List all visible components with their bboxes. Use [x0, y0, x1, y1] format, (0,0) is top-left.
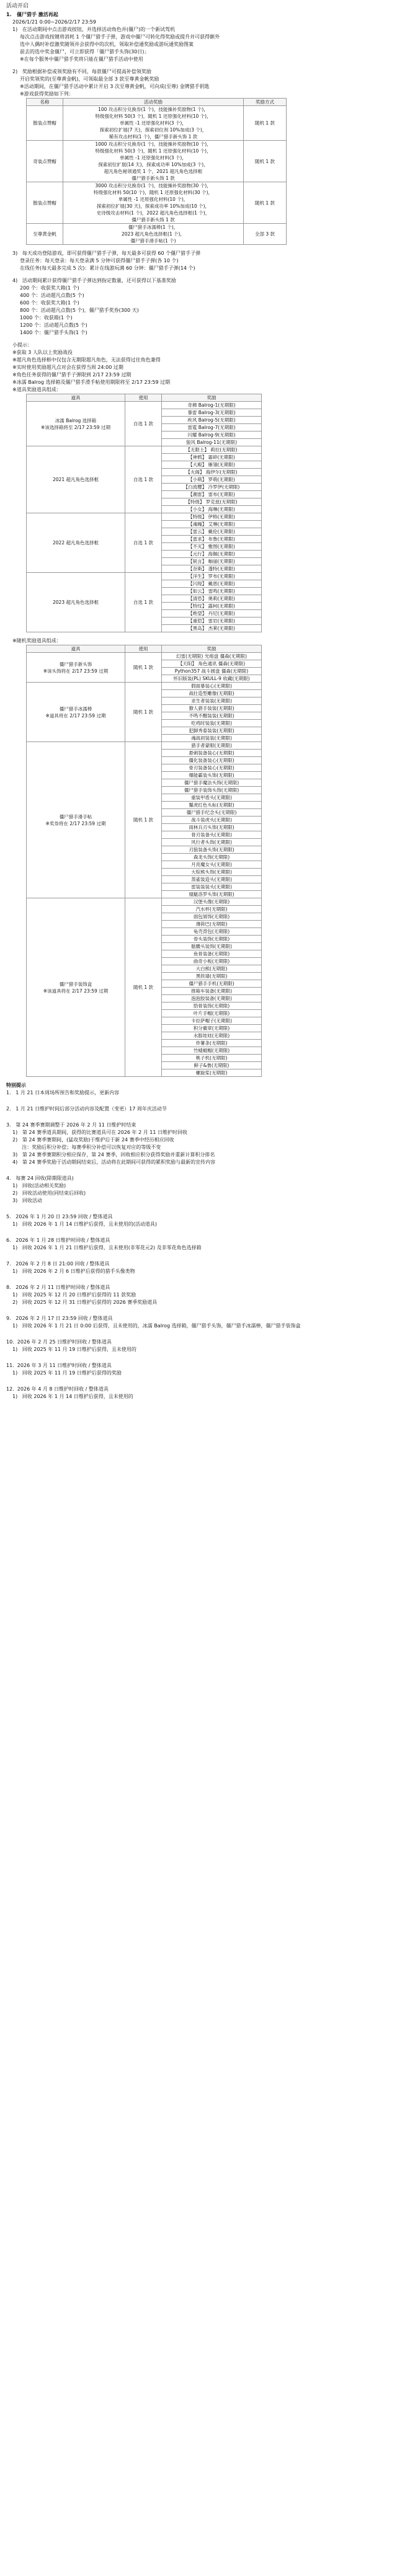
box-item: 【魂魄】 艾琳(无期限): [162, 521, 262, 528]
box-item: 僵化装备装心(无期限): [162, 757, 262, 764]
table-header: 奖励: [162, 645, 262, 653]
special-title: 特别提示: [6, 1082, 26, 1088]
special-item: 1) 回收 2025 年 11 月 19 日维护后获得的奖励: [12, 1370, 122, 1376]
box-item: 雨林兵刃头饰(无期限): [162, 824, 262, 831]
reward-item: 特级强化材料 50(3 个)，随机 1 还原强化材料(10 个)，: [95, 148, 212, 154]
special-item: 8. 2026 年 2 月 11 日维护时回收 / 整体道具: [6, 1285, 110, 1290]
reward-item: 僵尸猎手滑手帖(1 个): [130, 238, 176, 244]
box-item: Python357 战斗圆盘 僵森(无期限): [162, 668, 262, 675]
table-row: [27, 653, 262, 660]
box-use: 随机 1 款: [125, 653, 162, 683]
reward-tier-name: 奇装点赞帽: [27, 141, 63, 182]
milestone-item: 600 个：收获奖大箱(1 个): [20, 300, 79, 306]
box-item: 重装甲盾头(无期限): [162, 794, 262, 802]
box-item: 大棕熊头饰(无期限): [162, 869, 262, 876]
box-item: 鲜子&鲁(无期限): [162, 1062, 262, 1069]
box-name: 僵尸猎手滑手帖 ※奖券将在 2/17 23:59 过期: [27, 742, 125, 898]
rule-line: 选中人偶时补偿激奖随领并会获得中的次机，领取补偿通奖励或游玩通奖励图案: [20, 42, 194, 47]
box-use: 随机 1 款: [125, 898, 162, 1077]
box-use: 自选 1 款: [125, 513, 162, 573]
table-header: 使用: [125, 394, 162, 402]
rule-line: 前去的选中奖金僵尸，可立即获得「僵尸猎手头饰(30日)」: [20, 49, 149, 55]
box-item: 【大殿】 雁翎(无期限): [162, 461, 262, 469]
box-item: 水豚娃娃(无期限): [162, 1032, 262, 1040]
box-item: 骷髅头装饰(无期限): [162, 943, 262, 950]
box-item: 狼风 Balrog-11(无期限): [162, 439, 262, 446]
special-item: 1) 回收(活动相关奖励): [12, 1183, 66, 1188]
box-name: 2023 超凡角色选择框: [27, 573, 125, 632]
reward-tier-name: 散装点赞帽: [27, 182, 63, 224]
box-item: 僵尸猎手手机(无期限): [162, 980, 262, 988]
box-item: 魂战初装装(无期限): [162, 735, 262, 742]
box-item: 面包屑饰(无期限): [162, 913, 262, 921]
random-box-table: [26, 645, 262, 1077]
table-row: [27, 182, 287, 224]
box-item: 奇拂 Balrog-1(无期限): [162, 402, 262, 409]
box-item: 闪耀 Balrog-9(无期限): [162, 432, 262, 439]
box-item: 僵尸猎手纪念头(无期限): [162, 809, 262, 817]
section-1-title: 1. 僵尸猎手 激活再起: [6, 12, 58, 17]
reward-items: [63, 182, 244, 224]
box-item: 假面暴装心(无期限): [162, 683, 262, 690]
tip-item: ※角色任务获得的僵尸猎手子弹限到 2/17 23:59 过期: [12, 372, 132, 378]
special-item: 4. 每赛 24 回收(除期限道具): [6, 1175, 74, 1181]
special-item: 4) 第 24 赛季奖励于活动期间结束后，活动将在此期间可获得的累积奖励与最新的宣传内容: [12, 1159, 216, 1165]
table-header: 名称: [27, 99, 63, 106]
table-row: [27, 402, 262, 409]
selection-box-table: [26, 394, 262, 632]
rule-4: 4) 活动期间累计获得僵尸猎手子弹达到指定数量，还可获得以下基准奖励: [12, 278, 176, 283]
box-use: 随机 1 款: [125, 683, 162, 742]
reward-mode: 随机 1 款: [244, 141, 287, 182]
reward-items: [63, 106, 244, 141]
reward-item: 探索初位扩展(14 天)，探索成功率 10%加成(3 个)，: [98, 162, 208, 167]
reward-item: 探索初位扩展(7 天)，探索初位剂 10%加成(3 个)，: [99, 127, 207, 133]
box-item: 獠人猎手装装(无期限): [162, 705, 262, 712]
rule-2c: ※活动期间，在僵尸猎手活动中累计开启 3 次至尊黄金帆，可向成(至尊) 金牌猎手钥匙: [20, 84, 210, 89]
reward-item: 超凡角色秘领通奖 1 个，2021 超凡角色选择框: [104, 169, 203, 174]
tip-item: ※获取 3 人队以上奖励战役: [12, 350, 73, 355]
box-item: 【重铠】 雷岩(无期限): [162, 617, 262, 625]
reward-item: 僵尸猎手冰濡棒(1 个)，: [128, 224, 179, 230]
special-item: 7. 2026 年 2 月 8 日 21:00 回收 / 整体道具: [6, 1261, 110, 1267]
tips-title: 小提示：: [12, 342, 32, 348]
box-item: 叶片手帽(无期限): [162, 1010, 262, 1017]
special-item: 11. 2026 年 3 月 11 日维护时回收 / 整体道具: [6, 1363, 112, 1368]
rule-2b: 开启奖领奖的(至尊黄金帆)，可领取最全部 3 款至尊黄金帆奖励: [20, 76, 159, 82]
box-item: 积分徽章(无期限): [162, 1025, 262, 1032]
content: [6, 11, 403, 1401]
rule-line: ※在每个服务中僵尸猎手奖将只能在僵尸猎手活动中使用: [20, 56, 143, 62]
box-item: 鱼骨装备(无期限): [162, 950, 262, 958]
box-item: 【白流樱】 冷罗伊(无期限): [162, 484, 262, 491]
box-item: 【无限士】 莉拉(无期限): [162, 446, 262, 454]
box-item: 薄荷巴(无期限): [162, 921, 262, 928]
table-row: [27, 683, 262, 690]
box-item: 【奈斯】 蓬特(无期限): [162, 565, 262, 573]
table-header: 奖励方式: [244, 99, 287, 106]
event-time: 2026/1/21 0:00~2026/2/17 23:59: [12, 19, 96, 25]
special-item: 3. 第 24 赛季赛期调整于 2026 年 2 月 11 日维护时结束: [6, 1122, 136, 1128]
box-item: 雷霆 Balrog-7(无期限): [162, 424, 262, 432]
rule-2: 2) 奖励根据补偿或领奖励有不同，每款僵尸可提高补偿领奖励: [12, 69, 151, 74]
special-item: 2) 回收 2025 年 12 月 31 日维护后获得的 2026 赛季奖励道具: [12, 1299, 158, 1305]
special-item: 1) 回收 2025 年 11 月 19 日维护后获得，且未使用的: [12, 1347, 136, 1352]
special-item: 1) 回收 2025 年 12 月 20 日维护后获得的 11 款奖励: [12, 1292, 136, 1298]
milestone-item: 200 个：收获奖大箱(1 个): [20, 285, 79, 291]
table-row: [27, 224, 287, 245]
reward-item: 特级强化材料 50(10 个)，随机 1 还原强化材料(30 个)，: [93, 190, 213, 195]
box-item: 【锐言】 咖丽(无期限): [162, 558, 262, 565]
box-item: 风行者头饰(无期限): [162, 839, 262, 846]
table-row: [27, 446, 262, 454]
tip-item: ※冰濡 Balrog 选择箱及僵尸猎手滑手帖使用期限将至 2/17 23:59 过期: [12, 379, 171, 385]
box-item: 不鸣不醒装装(无期限): [162, 712, 262, 720]
table-header: 道具: [27, 645, 125, 653]
box-item: 汉堡头像(无期限): [162, 898, 262, 906]
box-item: 僵尸猎手魔法头饰(无期限): [162, 779, 262, 787]
box-item: 鬣虎红色头标(无期限): [162, 802, 262, 809]
table-header: 奖励: [162, 394, 262, 402]
special-list: [6, 1089, 403, 1401]
box-name: 僵尸猎手装饰盒 ※该道具将在 2/17 23:59 过期: [27, 898, 125, 1077]
box-item: 猎手者蒙眼(无期限): [162, 742, 262, 750]
box-item: 僵尸猎手装饰头饰(无期限): [162, 787, 262, 794]
reward-item: 稀有攻击材料(1 个)，僵尸猎手新头饰 1 款: [109, 134, 198, 139]
box-item: 【如云】 雷鸣(无期限): [162, 588, 262, 595]
box-item: 【特级】 罗克兹(无期限): [162, 498, 262, 506]
box-item: 【小女】 海琳(无期限): [162, 506, 262, 513]
box-item: 【绝望】 丹尼(无期限): [162, 610, 262, 617]
box-item: 卡拉萨帽子(无期限): [162, 1017, 262, 1025]
box-item: 螺旋桨(无期限): [162, 1069, 262, 1077]
special-item: 3) 回收活动: [12, 1198, 42, 1203]
box-item: 雷装装装头(无期限): [162, 883, 262, 891]
milestone-item: 400 个：活动超凡点数(5 个): [20, 293, 84, 298]
table-row: [27, 513, 262, 521]
special-item: 1) 回收 2026 年 2 月 6 日维护后获得的猎手头像类物: [12, 1268, 135, 1274]
special-item: 2) 第 24 赛季赛期间，(猛攻奖励)于维护后于新 24 赛季中经历相应回收: [12, 1137, 174, 1143]
box-name: 冰濡 Balrog 选择箱 ※该选择箱将至 2/17 23:59 过期: [27, 402, 125, 446]
tip-item: ※超凡角色选择框中仅包含无期限超凡角色，无法获得过往角色兼得: [12, 357, 161, 363]
rules-list: [6, 26, 403, 63]
box-item: 凰魃洛罗头饰(无期限): [162, 891, 262, 898]
table-header: 使用: [125, 645, 162, 653]
box-item: 【天阳】 角色通讯 僵森(无期限): [162, 660, 262, 668]
box-name: 2021 超凡角色选择框: [27, 446, 125, 513]
special-item: 1) 第 24 赛季道具期间，获得的比赛道具可在 2026 年 2 月 11 日维护时回收: [12, 1130, 187, 1135]
box-item: 犯脚秀泰装装(无期限): [162, 727, 262, 735]
box-name: 僵尸猎手新头饰 ※该头饰将在 2/17 23:59 过期: [27, 653, 125, 683]
reward-item: 2023 超凡角色选择框(1 个)，: [122, 231, 185, 237]
reward-item: 探索初位扩展(30 天)，探索成功率 10%加成(10 个)，: [96, 203, 210, 209]
box-item: 大白熊(无期限): [162, 965, 262, 973]
box-use: 随机 1 款: [125, 742, 162, 898]
box-item: 桃子机(无期限): [162, 1055, 262, 1062]
rule-3c: 在线任务(每天最多完成 5 次)：累计在线游玩满 60 分钟：僵尸猎手子弹(14 个): [20, 265, 195, 271]
box-item: 【雷云】 戴伦(无期限): [162, 528, 262, 536]
rule-3b: 登录任务：每天登录：每天登录满 5 分钟可获得僵尸猎手子弹(各 10 个): [20, 258, 179, 263]
special-item: 9. 2026 年 2 月 17 日 23:59 回收 / 整体道具: [6, 1316, 113, 1321]
box-item: 汽水杯(无期限): [162, 906, 262, 913]
table-header: 活动奖励: [63, 99, 244, 106]
box-item: 悬刺装备装心(无期限): [162, 750, 262, 757]
reward-item: 1000 攻击积分兑换券(1 个)，技能操补奖励物(10 个)，: [95, 141, 212, 147]
reward-item: 史诗级攻击材料(1 个)，2022 超凡角色选择框(1 个)，: [96, 210, 210, 216]
box-item: 爆能霸装头饰(无期限): [162, 772, 262, 779]
milestone-list: [6, 285, 403, 337]
reward-item: 100 攻击积分兑换券(1 个)，技能操补奖励物(1 个)，: [98, 107, 208, 112]
box-item: 黑铁墙(无期限): [162, 973, 262, 980]
box-item: 泡泡胶装备(无期限): [162, 995, 262, 1003]
box-item: 【小萌】 罗萌(无期限): [162, 476, 262, 484]
box-item: 【特级】 伊格(无期限): [162, 513, 262, 521]
random-note: ※随机奖励道具组成：: [12, 638, 61, 644]
rule-line: 1) 在活动期间中点击游戏按钮，并选择活动角色并(僵尸)的一个新试驾机: [12, 27, 176, 32]
box-name: 僵尸猎手冰濡棒 ※道具将在 2/17 23:59 过期: [27, 683, 125, 742]
box-item: 龟壳背包(无期限): [162, 928, 262, 936]
box-use: 自选 1 款: [125, 573, 162, 632]
reward-mode: 随机 1 款: [244, 106, 287, 141]
reward-tier-name: 至尊黄金帆: [27, 224, 63, 245]
reward-mode: 随机 1 款: [244, 182, 287, 224]
special-item: 2. 1 月 21 日维护时间后部分活动内容及配置（变更）17 周年庆活动节: [6, 1106, 167, 1112]
box-item: 【雷求】 布鲁(无期限): [162, 536, 262, 543]
special-item: 1. 1 月 21 日本周场所预告和奖励提示，更新内容: [6, 1090, 120, 1095]
tip-item: ※实时使用奖励超凡点对会在获得当周 24:00 过期: [12, 365, 123, 370]
reward-item: 单属性 -1 还原强化材料(3 个)，: [120, 155, 187, 161]
box-item: 【闪现】 戴恩(无期限): [162, 580, 262, 588]
special-item: 1) 回收 2026 年 1 月 14 日维护后获得，且未使用的(活动道具): [12, 1221, 157, 1227]
box-item: 曲奇小板(无期限): [162, 958, 262, 965]
rule-3: 3) 每天成功登陆游戏，即可获得僵尸猎手子弹，每天最多可获得 60 个僵尸猎手子弹: [12, 250, 201, 256]
box-item: 疾风 Balrog-5(无期限): [162, 417, 262, 424]
box-use: 自选 1 款: [125, 446, 162, 513]
box-item: 求生者装装(无期限): [162, 697, 262, 705]
box-item: 战壮造型雕像(无期限): [162, 690, 262, 697]
reward-tier-name: 散装点赞帽: [27, 106, 63, 141]
special-item: 2) 回收活动使用(同结束后回收): [12, 1190, 86, 1196]
box-item: 炸薯条(无期限): [162, 1040, 262, 1047]
box-item: 【火阁】 海伊尔(无期限): [162, 469, 262, 476]
reward-item: 僵尸猎手新头饰 1 款: [132, 175, 175, 181]
box-item: 【清恐】 奥莉(无期限): [162, 595, 262, 603]
milestone-item: 1400 个：僵尸猎手头饰(1 个): [20, 330, 87, 335]
special-item: 1) 回收 2026 年 1 月 21 日 0:00 后获得，且未使用的，冰濡 Balrog 选择箱，僵尸猎手头饰，僵尸猎手冰濡棒，僵尸猎手装饰盒: [12, 1323, 301, 1329]
box-item: 怀旧版装(PL) SKULL-9 收藏(无期限): [162, 675, 262, 683]
reward-items: [63, 224, 244, 245]
reward-items: [63, 141, 244, 182]
reward-item: 特级强化材料 50(3 个)，随机 1 还原强化材料(10 个)，: [95, 113, 212, 119]
special-item: 1) 回收 2026 年 1 月 21 日维护后获得，且未使用(非零花元2) 及非零花角色选择箱: [12, 1245, 202, 1250]
reward-mode: 全部 3 款: [244, 224, 287, 245]
box-use: 自选 1 款: [125, 402, 162, 446]
table-row: [27, 141, 287, 182]
milestone-item: 800 个：活动超凡点数(5 个)，僵尸猎手奖券(300 天): [20, 308, 139, 313]
box-item: 刃狼装备头饰(无期限): [162, 846, 262, 854]
reward-item: 单属性 -1 还原强化材料(10 个)，: [118, 197, 189, 202]
special-item: 3) 第 24 赛季赛期积分相应保存，第 24 赛季，回收相应积分获得奖励并重新计算积分排名: [12, 1152, 215, 1157]
special-item: 1) 回收 2026 年 1 月 14 日维护后获得，且未使用的: [12, 1394, 133, 1399]
rule-line: 每次点击游戏按键将消耗 1 个僵尸猎手子弹，游戏中僵尸可转化得奖励或提升并可获得额外: [20, 34, 220, 40]
box-item: 森龙头饰(无期限): [162, 854, 262, 861]
milestone-item: 1200 个：活动超凡点数(5 个): [20, 322, 87, 328]
box-item: 【神鸦】 霜碎(无期限): [162, 454, 262, 461]
box-item: 骨头装饰(无期限): [162, 936, 262, 943]
table-row: [27, 106, 287, 141]
box-item: 【不灭】 雅图(无期限): [162, 543, 262, 551]
box-item: 幻雷(无期限) 光痕盘 僵森(无期限): [162, 653, 262, 660]
box-item: 【黑岛】 杰莱(无期限): [162, 625, 262, 632]
reward-item: 3000 攻击积分兑换券(1 个)，技能操补奖励物(30 个)，: [95, 183, 212, 188]
tips-list: [6, 349, 403, 394]
special-item: 6. 2026 年 1 月 28 日维护时回收 / 整体道具: [6, 1237, 110, 1243]
box-item: 肋骨装饰(无期限): [162, 1003, 262, 1010]
reward-item: 僵尸猎手新头饰 1 款: [132, 217, 175, 223]
milestone-item: 1000 个：收获箱(1 个): [20, 315, 73, 321]
table-header: 道具: [27, 394, 125, 402]
box-item: 【元行】 海佩(无期限): [162, 551, 262, 558]
tip-item: ※道具奖励道具组成：: [12, 387, 61, 392]
table-row: [27, 742, 262, 750]
special-item: 注：奖励后积分补偿；每赛季积分补偿可以恢复对应的等级不变: [12, 1144, 161, 1150]
box-item: 【潮雷】 雷布(无期限): [162, 491, 262, 498]
reward-table: [26, 98, 287, 245]
table-row: [27, 898, 262, 906]
box-item: 骨刃装备装心(无期限): [162, 764, 262, 772]
box-item: 竹蜻蜓帽(无期限): [162, 1047, 262, 1055]
special-item: 5. 2026 年 1 月 20 日 23:59 回收 / 整体道具: [6, 1214, 113, 1219]
box-item: 月亮魔女头(无期限): [162, 861, 262, 869]
box-item: 吃鸡时装装(无期限): [162, 720, 262, 727]
page-heading: 活动开启: [6, 3, 29, 9]
box-item: 【洋生】 罗布(无期限): [162, 573, 262, 580]
box-item: 骨刃装备头(无期限): [162, 831, 262, 839]
special-item: 10. 2026 年 2 月 25 日维护时回收 / 整体道具: [6, 1339, 112, 1345]
box-item: 蒸雀装造头(无期限): [162, 876, 262, 883]
box-item: 【特纹】 露柯(无期限): [162, 603, 262, 610]
table-row: [27, 573, 262, 580]
box-item: 战斗装虎头(无期限): [162, 817, 262, 824]
reward-item: 单属性 -1 还原强化材料(3 个)，: [120, 120, 187, 126]
rule-2d: ※游戏获得奖励如下列：: [20, 91, 74, 97]
box-item: 推箱车装备(无期限): [162, 988, 262, 995]
box-item: 暴雷 Balrog-3(无期限): [162, 409, 262, 417]
special-item: 12. 2026 年 4 月 8 日维护时回收 / 整体道具: [6, 1386, 109, 1392]
box-name: 2022 超凡角色选择框: [27, 513, 125, 573]
